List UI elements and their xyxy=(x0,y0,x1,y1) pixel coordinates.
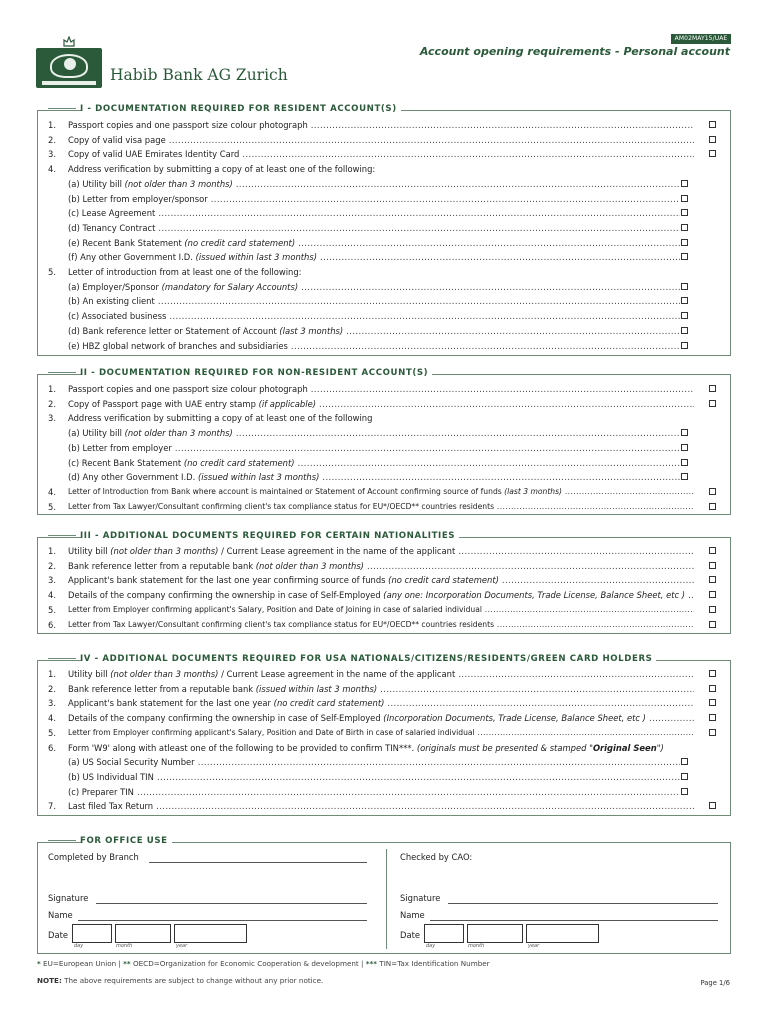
checklist-subitem xyxy=(48,427,716,439)
year-label: year xyxy=(528,943,540,949)
checkbox[interactable] xyxy=(681,195,688,202)
section-title: I - DOCUMENTATION REQUIRED FOR RESIDENT ACCOUNT(S) xyxy=(82,104,401,114)
checkbox[interactable] xyxy=(709,802,716,809)
checklist-item xyxy=(48,800,716,812)
checklist-item xyxy=(48,119,716,131)
checklist-subitem xyxy=(48,295,716,307)
item-text: (f) Any other Government I.D. (issued within last 3 months) ..... xyxy=(68,251,680,263)
checklist-subitem xyxy=(48,786,716,798)
checkbox[interactable] xyxy=(709,714,716,721)
checklist-subitem xyxy=(48,471,716,483)
checklist-item xyxy=(48,712,716,724)
item-number: 2. xyxy=(48,398,56,409)
item-text: (c) Preparer TIN ..... xyxy=(68,786,680,798)
checkbox[interactable] xyxy=(681,444,688,451)
checklist-item xyxy=(48,560,716,572)
name-label-right: Name xyxy=(400,910,425,920)
item-number: 2. xyxy=(48,560,56,571)
item-number: 4. xyxy=(48,486,56,497)
section-title: FOR OFFICE USE xyxy=(82,836,172,846)
item-number: 6. xyxy=(48,619,56,630)
checkbox[interactable] xyxy=(709,121,716,128)
item-text: Letter from Employer confirming applicant's Salary, Position and Date of Joining in case of salaried individual ..... xyxy=(68,604,694,616)
date-year-right[interactable] xyxy=(526,924,599,943)
page-number: Page 1/6 xyxy=(700,979,730,987)
item-number: 3. xyxy=(48,575,56,586)
checklist-subitem xyxy=(48,251,716,263)
item-number: 3. xyxy=(48,698,56,709)
checklist-item xyxy=(48,742,716,754)
item-text: (b) US Individual TIN ..... xyxy=(68,771,680,783)
date-label-left: Date xyxy=(48,930,69,940)
checkbox[interactable] xyxy=(709,685,716,692)
checklist-item xyxy=(48,148,716,160)
date-day-right[interactable] xyxy=(424,924,464,943)
checkbox[interactable] xyxy=(709,576,716,583)
checkbox[interactable] xyxy=(709,621,716,628)
item-text: Copy of Passport page with UAE entry stamp (if applicable) ..... xyxy=(68,398,694,410)
checkbox[interactable] xyxy=(681,459,688,466)
checklist-item xyxy=(48,604,716,616)
day-label: day xyxy=(426,943,436,949)
item-text: Address verification by submitting a copy of at least one of the following: xyxy=(68,164,376,175)
section-usa-persons xyxy=(37,654,731,816)
checklist-item xyxy=(48,501,716,513)
checklist-subitem xyxy=(48,222,716,234)
name-field-right[interactable] xyxy=(430,920,718,921)
item-text: (e) Recent Bank Statement (no credit card statement) ..... xyxy=(68,237,680,249)
section-title: IV - ADDITIONAL DOCUMENTS REQUIRED FOR USA NATIONALS/CITIZENS/RESIDENTS/GREEN CARD HOLDERS xyxy=(82,654,656,664)
item-text: (c) Lease Agreement ..... xyxy=(68,207,680,219)
checkbox[interactable] xyxy=(681,297,688,304)
document-title: Account opening requirements - Personal account xyxy=(419,45,730,58)
item-text: (a) Utility bill (not older than 3 months) ..... xyxy=(68,427,680,439)
month-label: month xyxy=(116,943,133,949)
checkbox[interactable] xyxy=(681,342,688,349)
date-year-left[interactable] xyxy=(174,924,247,943)
year-label: year xyxy=(176,943,188,949)
checklist-item xyxy=(48,697,716,709)
checklist-item xyxy=(48,412,716,424)
logo-emblem xyxy=(36,48,102,88)
checklist-subitem xyxy=(48,178,716,190)
checkbox[interactable] xyxy=(681,473,688,480)
section-certain-nationalities xyxy=(37,531,731,634)
checklist-subitem xyxy=(48,756,716,768)
checkbox[interactable] xyxy=(709,400,716,407)
checklist-subitem xyxy=(48,207,716,219)
completed-by-field[interactable] xyxy=(149,862,367,863)
checkbox[interactable] xyxy=(681,253,688,260)
item-text: Letter from Tax Lawyer/Consultant confirming client's tax compliance status for EU*/OECD** countries residents ..... xyxy=(68,501,694,513)
item-text: Letter from Employer confirming applicant's Salary, Position and Date of Birth in case of salaried individual ..... xyxy=(68,727,694,739)
name-field-left[interactable] xyxy=(78,920,367,921)
item-number: 5. xyxy=(48,501,56,512)
item-number: 2. xyxy=(48,134,56,145)
item-text: Letter from Tax Lawyer/Consultant confirming client's tax compliance status for EU*/OECD** countries residents ..... xyxy=(68,619,694,631)
item-text: (b) Letter from employer/sponsor ..... xyxy=(68,193,680,205)
checklist-subitem xyxy=(48,193,716,205)
item-text: (a) US Social Security Number ..... xyxy=(68,756,680,768)
day-label: day xyxy=(74,943,84,949)
checklist-item xyxy=(48,398,716,410)
checkbox[interactable] xyxy=(709,547,716,554)
checkbox[interactable] xyxy=(681,224,688,231)
checklist-item xyxy=(48,486,716,498)
item-text: (e) HBZ global network of branches and subsidiaries ..... xyxy=(68,340,680,352)
item-number: 1. xyxy=(48,669,56,679)
checklist-subitem xyxy=(48,340,716,352)
checkbox[interactable] xyxy=(709,606,716,613)
item-text: Letter of introduction from at least one of the following: xyxy=(68,267,302,277)
item-text: Bank reference letter from a reputable bank (not older than 3 months) ..... xyxy=(68,560,694,572)
checkbox[interactable] xyxy=(681,239,688,246)
item-text: Passport copies and one passport size colour photograph ..... xyxy=(68,119,694,131)
month-label: month xyxy=(468,943,485,949)
item-text: Details of the company confirming the ownership in case of Self-Employed (Incorporation Documents, Trade License, Balance Sheet, etc ) ..... xyxy=(68,712,694,724)
item-number: 4. xyxy=(48,713,56,724)
form-code-badge: AM02MAY15/UAE xyxy=(671,34,731,44)
signature-label-left: Signature xyxy=(48,893,89,903)
checklist-subitem xyxy=(48,442,716,454)
disclaimer-note: NOTE: The above requirements are subject to change without any prior notice. xyxy=(37,976,324,985)
checklist-item xyxy=(48,383,716,395)
checked-by-label: Checked by CAO: xyxy=(400,852,473,862)
section-title: II - DOCUMENTATION REQUIRED FOR NON-RESIDENT ACCOUNT(S) xyxy=(82,368,432,378)
checkbox[interactable] xyxy=(681,429,688,436)
checklist-item xyxy=(48,683,716,695)
item-number: 1. xyxy=(48,120,56,130)
checklist-subitem xyxy=(48,325,716,337)
crest-icon xyxy=(62,36,76,48)
date-month-right[interactable] xyxy=(467,924,523,943)
completed-by-label: Completed by Branch xyxy=(48,852,139,862)
item-text: (a) Utility bill (not older than 3 months) ..... xyxy=(68,178,680,190)
checkbox[interactable] xyxy=(681,758,688,765)
bank-logo xyxy=(36,36,106,92)
item-text: Details of the company confirming the ownership in case of Self-Employed (any one: Incorporation Documents, Trade License, Balance Sheet, etc ) ..... xyxy=(68,589,694,601)
checklist-item xyxy=(48,668,716,680)
item-number: 5. xyxy=(48,604,56,615)
item-number: 5. xyxy=(48,267,56,277)
section-title: III - ADDITIONAL DOCUMENTS REQUIRED FOR CERTAIN NATIONALITIES xyxy=(82,531,459,541)
item-number: 7. xyxy=(48,801,56,812)
checklist-item xyxy=(48,163,716,175)
checklist-item xyxy=(48,727,716,739)
bank-name: Habib Bank AG Zurich xyxy=(110,66,288,84)
item-text: Passport copies and one passport size colour photograph ..... xyxy=(68,383,694,395)
item-text: (d) Bank reference letter or Statement of Account (last 3 months) ..... xyxy=(68,325,680,337)
checkbox[interactable] xyxy=(709,670,716,677)
item-text: Applicant's bank statement for the last one year confirming source of funds (no credit card statement) ..... xyxy=(68,574,694,586)
checkbox[interactable] xyxy=(709,150,716,157)
item-text: (a) Employer/Sponsor (mandatory for Salary Accounts) ..... xyxy=(68,281,680,293)
checkbox[interactable] xyxy=(709,503,716,510)
checkbox[interactable] xyxy=(681,327,688,334)
item-number: 3. xyxy=(48,149,56,160)
checkbox[interactable] xyxy=(681,788,688,795)
item-number: 1. xyxy=(48,384,56,394)
section-resident-accounts xyxy=(37,104,731,356)
checklist-subitem xyxy=(48,237,716,249)
signature-field-right[interactable] xyxy=(448,903,718,904)
item-number: 2. xyxy=(48,683,56,694)
item-number: 1. xyxy=(48,546,56,556)
item-number: 4. xyxy=(48,164,56,175)
date-label-right: Date xyxy=(400,930,421,940)
footnotes: * EU=European Union | ** OECD=Organization for Economic Cooperation & development | *** TIN=Tax Identification Number xyxy=(37,959,490,968)
checkbox[interactable] xyxy=(709,488,716,495)
checklist-item xyxy=(48,545,716,557)
item-text: (b) Letter from employer ..... xyxy=(68,442,680,454)
checklist-item xyxy=(48,266,716,278)
item-text: Copy of valid UAE Emirates Identity Card ..... xyxy=(68,148,694,160)
office-use-box xyxy=(37,836,731,954)
checkbox[interactable] xyxy=(681,312,688,319)
checklist-subitem xyxy=(48,457,716,469)
item-text: Letter of Introduction from Bank where account is maintained or Statement of Account confirming source of funds (last 3 months) ..... xyxy=(68,486,694,498)
checkbox[interactable] xyxy=(709,729,716,736)
checkbox[interactable] xyxy=(681,283,688,290)
checklist-subitem xyxy=(48,771,716,783)
checkbox[interactable] xyxy=(709,136,716,143)
item-number: 4. xyxy=(48,590,56,601)
checklist-item xyxy=(48,619,716,631)
checkbox[interactable] xyxy=(709,699,716,706)
item-text: Applicant's bank statement for the last one year (no credit card statement) ..... xyxy=(68,697,694,709)
item-text: (d) Any other Government I.D. (issued within last 3 months) ..... xyxy=(68,471,680,483)
item-text: Utility bill (not older than 3 months) / Current Lease agreement in the name of the applicant ..... xyxy=(68,668,694,680)
date-month-left[interactable] xyxy=(115,924,171,943)
checklist-item xyxy=(48,574,716,586)
name-label-left: Name xyxy=(48,910,73,920)
item-text: Utility bill (not older than 3 months) / Current Lease agreement in the name of the applicant ..... xyxy=(68,545,694,557)
checkbox[interactable] xyxy=(681,209,688,216)
signature-field-left[interactable] xyxy=(96,903,367,904)
item-text: Last filed Tax Return ..... xyxy=(68,800,694,812)
item-number: 5. xyxy=(48,727,56,738)
checkbox[interactable] xyxy=(709,385,716,392)
item-text: (c) Recent Bank Statement (no credit card statement) ..... xyxy=(68,457,680,469)
signature-label-right: Signature xyxy=(400,893,441,903)
checklist-item xyxy=(48,589,716,601)
item-number: 3. xyxy=(48,413,56,424)
checklist-subitem xyxy=(48,310,716,322)
item-text: Form 'W9' along with atleast one of the following to be provided to confirm TIN***. (originals must be presented & stamped "Original Seen") xyxy=(68,742,664,753)
checklist-subitem xyxy=(48,281,716,293)
item-text: (d) Tenancy Contract ..... xyxy=(68,222,680,234)
item-text: Bank reference letter from a reputable bank (issued within last 3 months) ..... xyxy=(68,683,694,695)
item-text: Copy of valid visa page ..... xyxy=(68,134,694,146)
item-text: Address verification by submitting a copy of at least one of the following xyxy=(68,413,373,424)
checklist-item xyxy=(48,134,716,146)
section-non-resident-accounts xyxy=(37,368,731,515)
checkbox[interactable] xyxy=(709,591,716,598)
item-text: (c) Associated business ..... xyxy=(68,310,680,322)
checkbox[interactable] xyxy=(681,180,688,187)
item-number: 6. xyxy=(48,742,56,753)
checkbox[interactable] xyxy=(681,773,688,780)
column-divider xyxy=(386,849,387,949)
checkbox[interactable] xyxy=(709,562,716,569)
item-text: (b) An existing client ..... xyxy=(68,295,680,307)
date-day-left[interactable] xyxy=(72,924,112,943)
